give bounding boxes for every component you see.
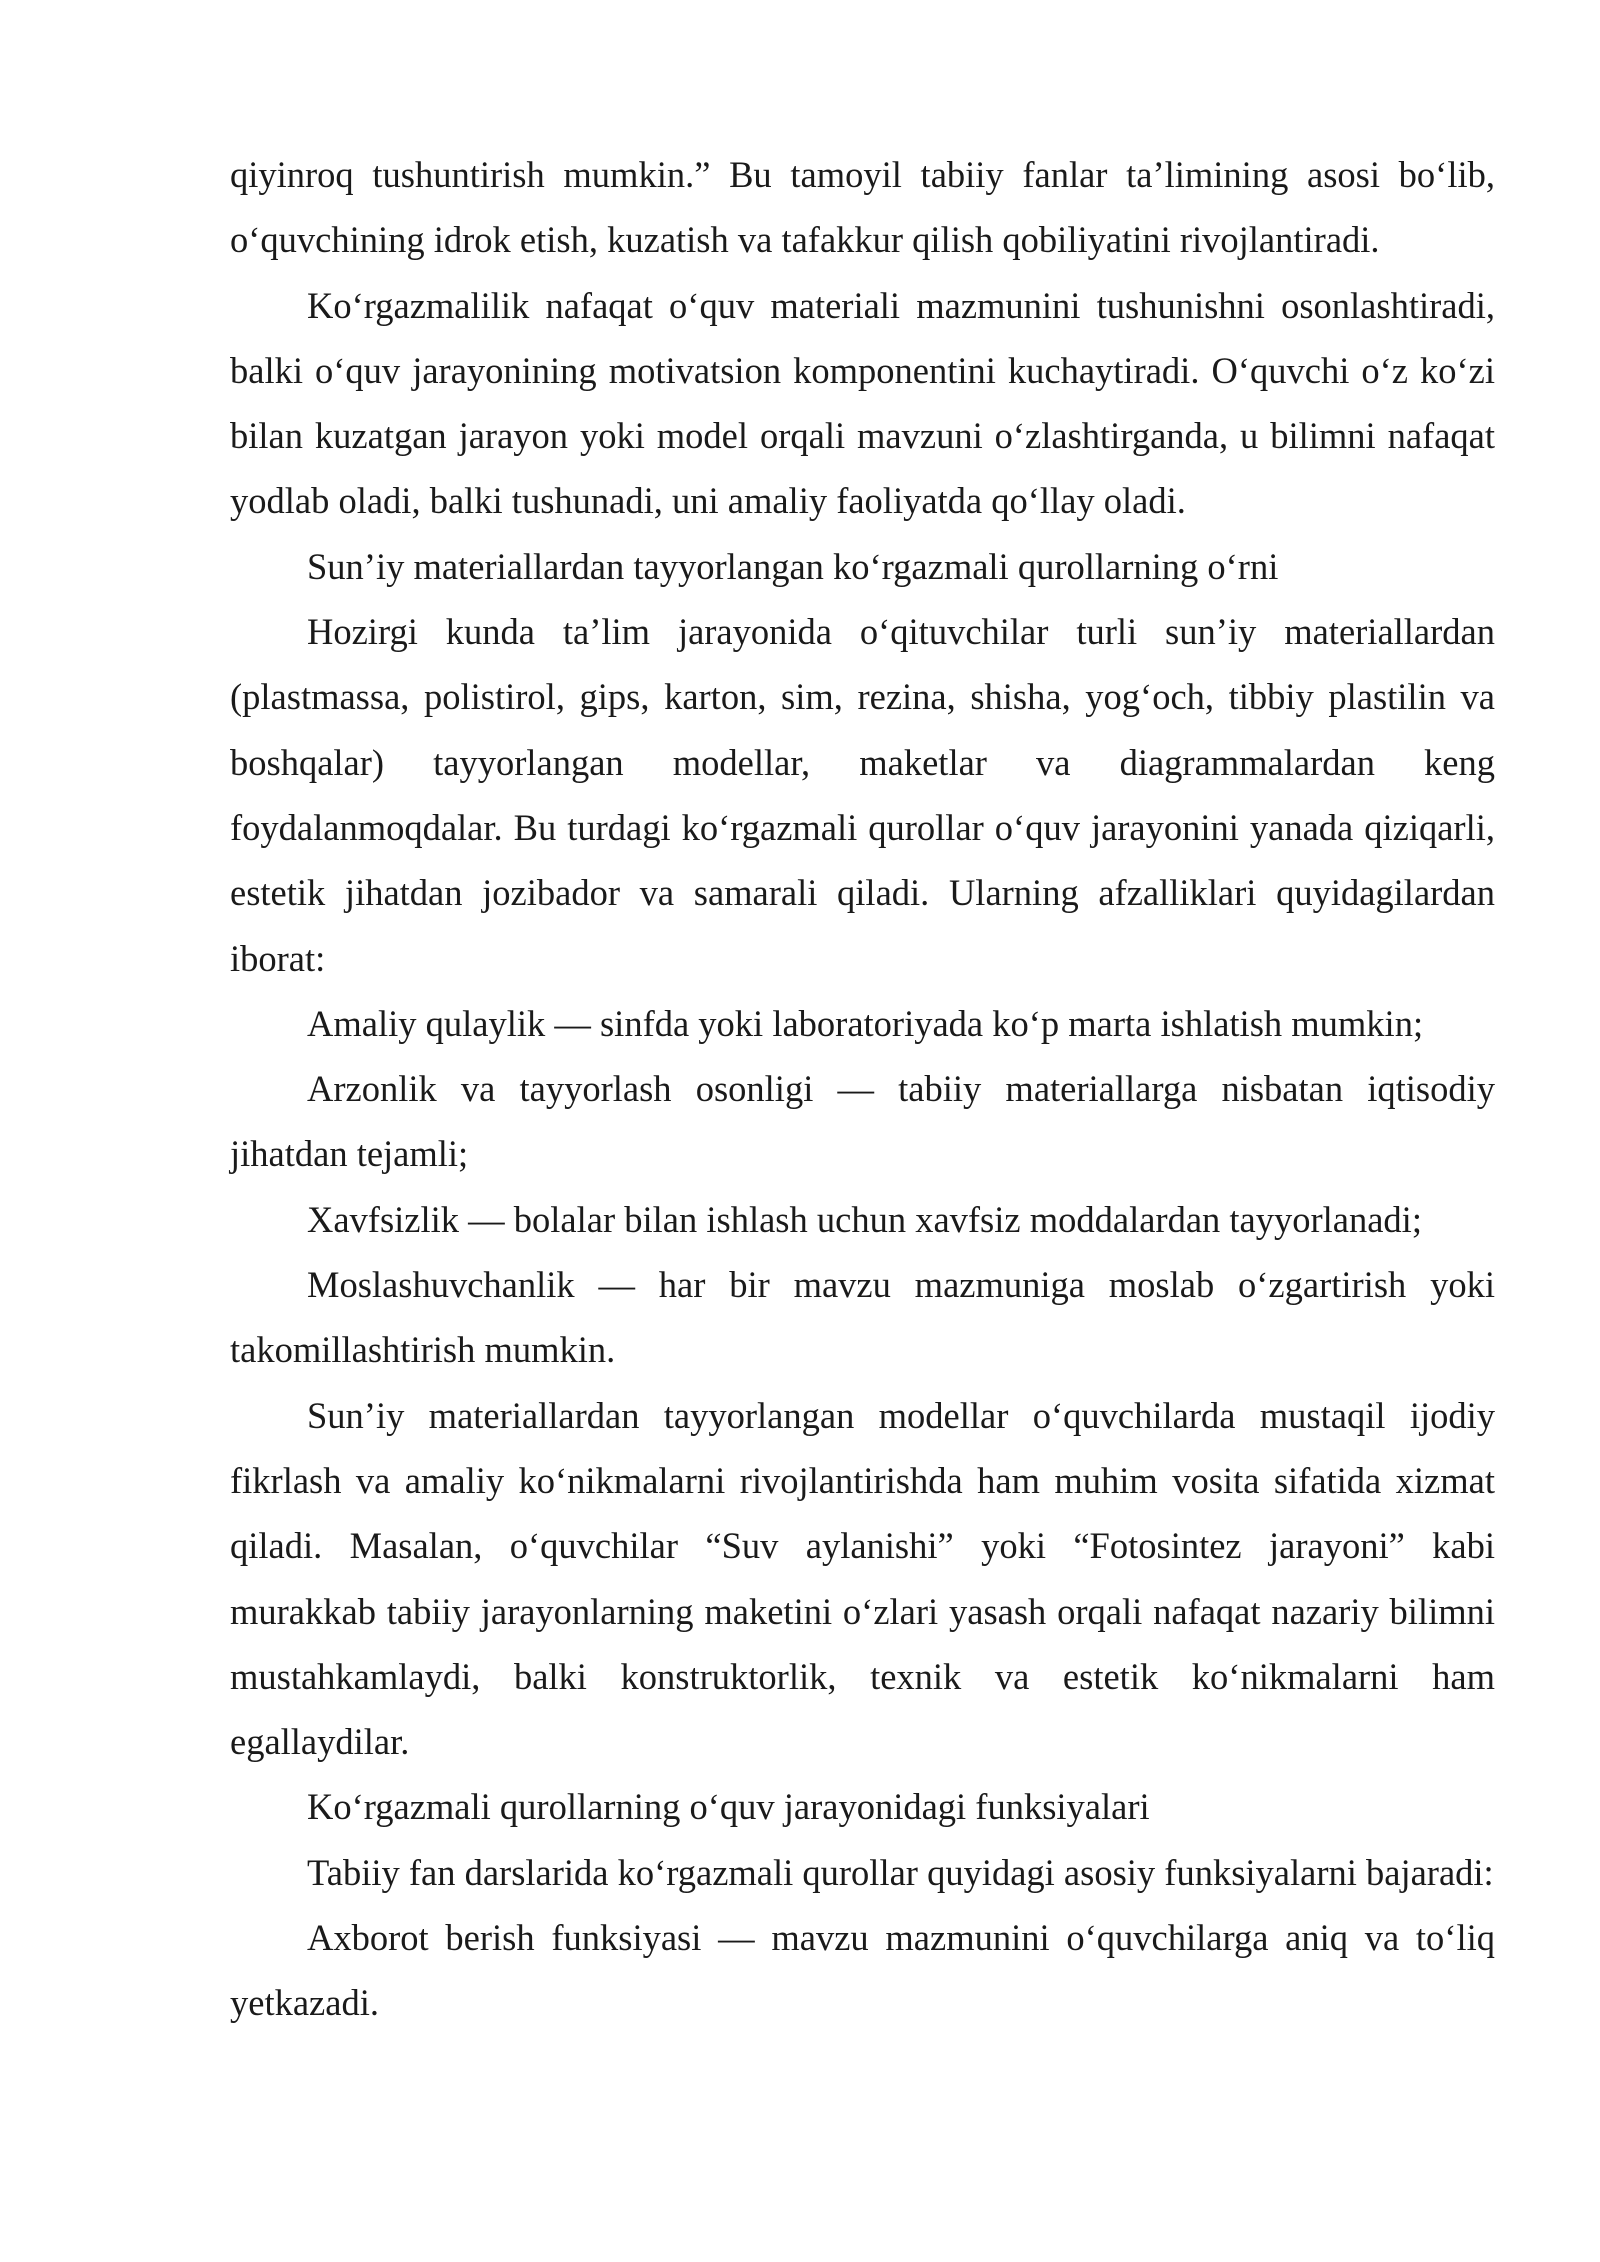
paragraph-visual-motivation: Ko‘rgazmalilik nafaqat o‘quv materiali mazmunini tushunishni osonlashtiradi, balki o‘quv jarayonining motivatsion komponentini kuchaytiradi. O‘quvchi o‘z ko‘zi bilan kuzatgan jarayon yoki model orqali mavzuni o‘zlashtirganda, u bilimni nafaqat yodlab oladi, balki tushunadi, uni amaliy faoliyatda qo‘llay oladi. [230, 284, 1495, 522]
paragraph-functions-intro: Tabiiy fan darslarida ko‘rgazmali qurollar quyidagi asosiy funksiyalarni bajaradi: [307, 1851, 1494, 1893]
list-item-information-function: Axborot berish funksiyasi — mavzu mazmunini o‘quvchilarga aniq va to‘liq yetkazadi. [230, 1917, 1495, 2024]
section-heading-artificial-materials: Sun’iy materiallardan tayyorlangan ko‘rgazmali qurollarning o‘rni [307, 545, 1279, 587]
list-item-safety: Xavfsizlik — bolalar bilan ishlash uchun xavfsiz moddalardan tayyorlanadi; [307, 1198, 1422, 1240]
paragraph-artificial-materials: Hozirgi kunda ta’lim jarayonida o‘qituvchilar turli sun’iy materiallardan (plastmassa, polistirol, gips, karton, sim, rezina, shisha, yog‘och, tibbiy plastilin va boshqalar) tayyorlangan modellar, maketlar va diagrammalardan keng foydalanmoqdalar. Bu turdagi ko‘rgazmali qurollar o‘quv jarayonini yanada qiziqarli, estetik jihatdan jozibador va samarali qiladi. Ularning afzalliklari quyidagilardan iborat: [230, 611, 1495, 979]
document-body [230, 142, 1495, 2036]
paragraph-student-models: Sun’iy materiallardan tayyorlangan modellar o‘quvchilarda mustaqil ijodiy fikrlash va amaliy ko‘nikmalarni rivojlantirishda ham muhim vosita sifatida xizmat qiladi. Masalan, o‘quvchilar “Suv aylanishi” yoki “Fotosintez jarayoni” kabi murakkab tabiiy jarayonlarning maketini o‘zlari yasash orqali nafaqat nazariy bilimni mustahkamlaydi, balki konstruktorlik, texnik va estetik ko‘nikmalarni ham egallaydilar. [230, 1394, 1495, 1763]
paragraph-continuation: qiyinroq tushuntirish mumkin.” Bu tamoyil tabiiy fanlar ta’limining asosi bo‘lib, o‘quvchining idrok etish, kuzatish va tafakkur qilish qobiliyatini rivojlantiradi. [230, 154, 1495, 261]
list-item-practical-convenience: Amaliy qulaylik — sinfda yoki laboratoriyada ko‘p marta ishlatish mumkin; [307, 1002, 1424, 1044]
list-item-flexibility: Moslashuvchanlik — har bir mavzu mazmuniga moslab o‘zgartirish yoki takomillashtirish mumkin. [230, 1264, 1495, 1371]
section-heading-functions: Ko‘rgazmali qurollarning o‘quv jarayonidagi funksiyalari [307, 1786, 1150, 1828]
list-item-low-cost: Arzonlik va tayyorlash osonligi — tabiiy materiallarga nisbatan iqtisodiy jihatdan tejamli; [230, 1068, 1495, 1175]
